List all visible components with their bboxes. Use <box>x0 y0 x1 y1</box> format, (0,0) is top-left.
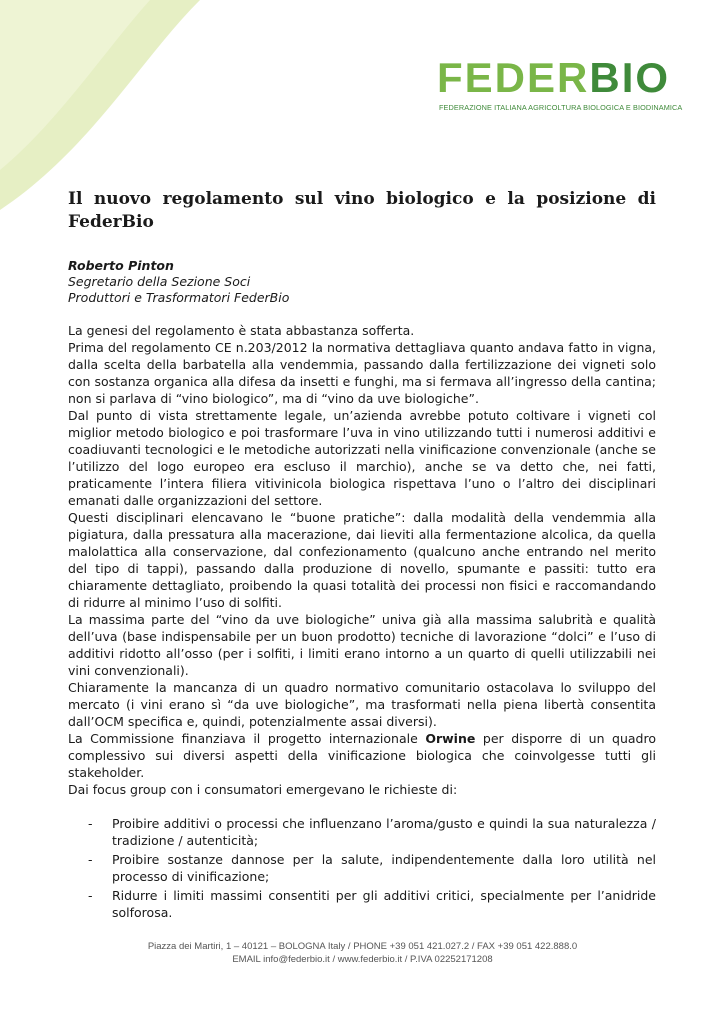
requirements-list <box>68 815 656 921</box>
federbio-logo <box>437 56 687 116</box>
list-item <box>68 887 656 921</box>
focus-group-intro: Dai focus group con i consumatori emergevano le richieste di: <box>68 782 458 797</box>
footer-contact-line: EMAIL info@federbio.it / www.federbio.it / P.IVA 02252171208 <box>232 954 493 965</box>
logo-wordmark <box>437 56 670 100</box>
paragraph: Dal punto di vista strettamente legale, un’azienda avrebbe potuto coltivare i vigneti col miglior metodo biologico e poi trasformare l’uva in vino utilizzando tutti i numerosi additivi e coadiuvanti tecnologici e le metodiche autorizzati nella vinificazione convenzionale (anche se l’utilizzo del logo europeo era escluso il marchio), anche se va detto che, nei fatti, praticamente l’intera filiera vitivinicola biologica rispettava l’uno o l’altro dei disciplinari emanati dalle organizzazioni del settore. <box>68 408 656 508</box>
paragraph: La genesi del regolamento è stata abbastanza sofferta. <box>68 323 415 338</box>
list-item-text: Proibire additivi o processi che influenzano l’aroma/gusto e quindi la sua naturalezza / tradizione / autenticità; <box>112 816 656 848</box>
logo-tagline: FEDERAZIONE ITALIANA AGRICOLTURA BIOLOGICA E BIODINAMICA <box>439 103 683 112</box>
body-text <box>68 322 656 921</box>
author-name: Roberto Pinton <box>68 258 174 273</box>
page-footer <box>0 940 725 966</box>
list-item-text: Proibire sostanze dannose per la salute, indipendentemente dalla loro utilità nel processo di vinificazione; <box>112 852 656 884</box>
bullet-marker: - <box>88 888 93 903</box>
decorative-swoosh <box>0 0 200 210</box>
author-block <box>68 258 656 306</box>
list-item-text: Ridurre i limiti massimi consentiti per gli additivi critici, specialmente per l’anidride solforosa. <box>112 888 656 920</box>
logo-wordmark-right: BIO <box>589 54 671 101</box>
paragraph: La massima parte del “vino da uve biologiche” univa già alla massima salubrità e qualità dell’uva (base indispensabile per un buon prodotto) tecniche di lavorazione “dolci” e l’uso di additivi ridotto all’osso (per i solfiti, i limiti erano intorno a un quarto di quelli utilizzabili nei vini convenzionali). <box>68 612 656 678</box>
logo-wordmark-left: FEDER <box>437 54 590 101</box>
document-title: Il nuovo regolamento sul vino biologico e la posizione di FederBio <box>68 189 656 232</box>
document-content <box>68 188 656 923</box>
list-item <box>68 815 656 849</box>
author-role-line-2: Produttori e Trasformatori FederBio <box>68 290 290 305</box>
bullet-marker: - <box>88 852 93 867</box>
author-role-line-1: Segretario della Sezione Soci <box>68 274 251 289</box>
orwine-text-before: La Commissione finanziava il progetto internazionale <box>68 731 426 746</box>
paragraph: Chiaramente la mancanza di un quadro normativo comunitario ostacolava lo sviluppo del mercato (i vini erano sì “da uve biologiche”, ma trasformati nella piena libertà consentita dall’OCM specifica e, quindi, potenzialmente assai diversi). <box>68 680 656 729</box>
paragraph: Questi disciplinari elencavano le “buone pratiche”: dalla modalità della vendemmia alla pigiatura, dalla pressatura alla macerazione, dai lieviti alla fermentazione alcolica, da quella malolattica alla conservazione, dal confezionamento (qualcuno anche entrando nel merito del tipo di tappi), passando dalla produzione di novello, spumante e passiti: tutto era chiaramente dettagliato, proibendo la quasi totalità dei processi non fisici e raccomandando di ridurre al minimo l’uso di solfiti. <box>68 510 656 610</box>
orwine-project-name: Orwine <box>425 731 476 746</box>
paragraph: Prima del regolamento CE n.203/2012 la normativa dettagliava quanto andava fatto in vigna, dalla scelta della barbatella alla vendemmia, passando dalla fertilizzazione dei vigneti solo con sostanza organica alla difesa da insetti e funghi, ma si fermava all’ingresso della cantina; non si parlava di “vino biologico”, ma di “vino da uve biologiche”. <box>68 340 656 406</box>
orwine-text-after: per disporre di un quadro complessivo sui diversi aspetti della vinificazione biologica che coinvolgesse tutti gli stakeholder. <box>68 731 657 780</box>
orwine-paragraph <box>68 730 656 781</box>
bullet-marker: - <box>88 816 93 831</box>
list-item <box>68 851 656 885</box>
footer-address-line: Piazza dei Martiri, 1 – 40121 – BOLOGNA Italy / PHONE +39 051 421.027.2 / FAX +39 051 422.888.0 <box>147 941 578 952</box>
